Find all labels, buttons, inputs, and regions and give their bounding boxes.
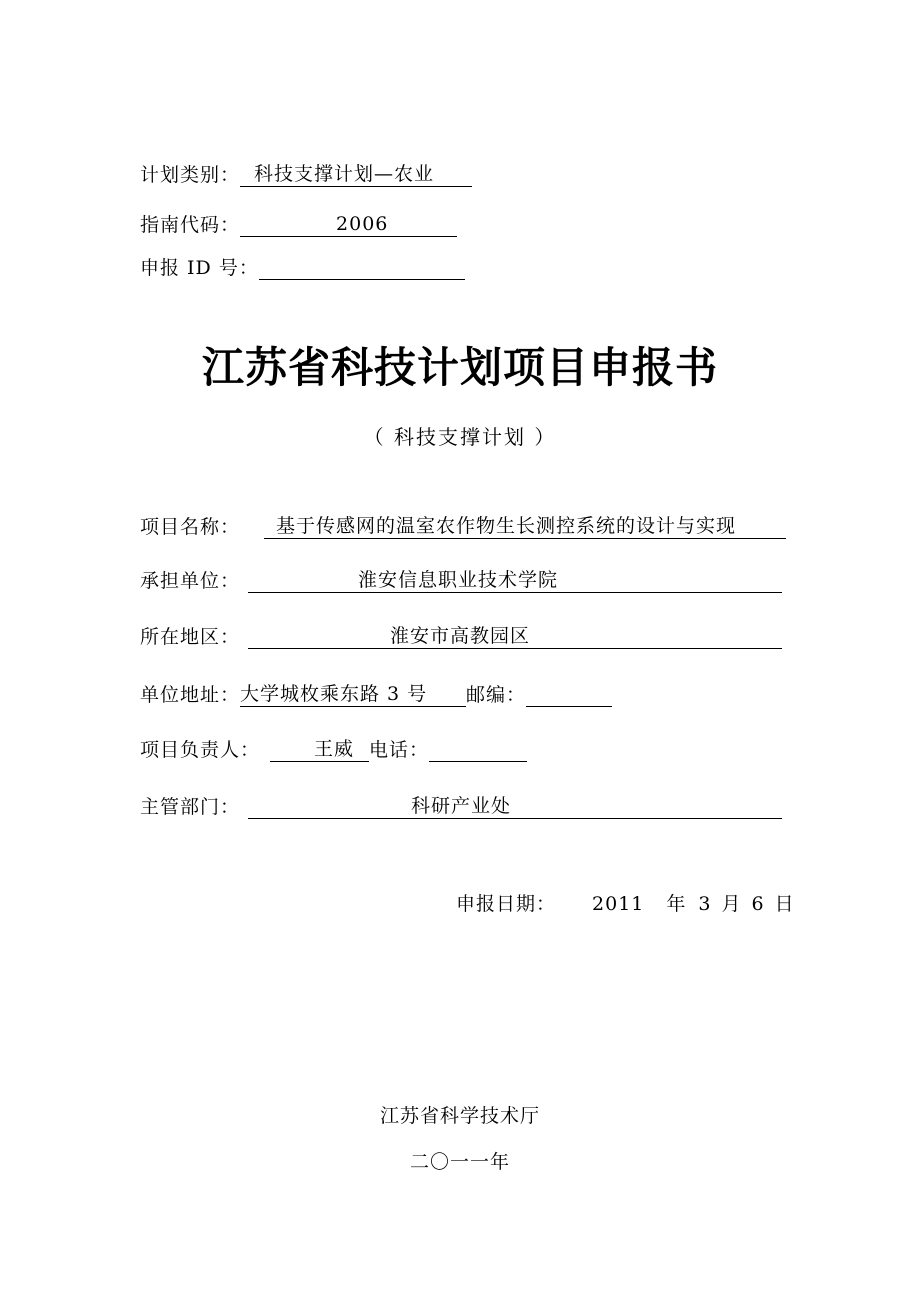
guide-code-value[interactable]: 2006 [240,213,457,237]
date-day-unit: 日 [774,893,795,915]
postcode-label: 邮编： [466,684,527,706]
date-day: 6 [751,893,765,915]
phone-label: 电话： [369,739,430,761]
footer-year: 二〇一一年 [409,1151,510,1173]
region-row [140,625,782,649]
page-subtitle: （ 科技支撑计划 ） [363,425,557,449]
department-value[interactable]: 科研产业处 [248,795,782,819]
guide-code-label: 指南代码： [140,214,241,236]
phone-value[interactable] [429,738,527,762]
guide-code-row [140,213,457,237]
project-name-label: 项目名称： [140,516,241,538]
plan-category-row [140,163,472,187]
date-year: 2011 [592,893,645,915]
address-value[interactable]: 大学城枚乘东路 3 号 [240,683,466,707]
region-value[interactable]: 淮安市高教园区 [248,625,782,649]
date-month: 3 [698,893,712,915]
undertaking-unit-value[interactable]: 淮安信息职业技术学院 [248,569,782,593]
project-name-row [140,515,786,539]
department-label: 主管部门： [140,796,241,818]
application-id-row [140,256,465,280]
department-row [140,795,782,819]
leader-row [140,738,527,762]
address-label: 单位地址： [140,684,241,706]
plan-category-value[interactable]: 科技支撑计划—农业 [240,163,472,187]
date-label: 申报日期： [456,893,557,915]
leader-label: 项目负责人： [140,739,261,761]
postcode-value[interactable] [526,683,612,707]
leader-value[interactable]: 王威 [270,738,369,762]
application-id-label: 申报 ID 号： [140,257,259,279]
address-row [140,683,612,707]
application-id-value[interactable] [259,256,465,280]
page-title: 江苏省科技计划项目申报书 [201,343,718,392]
date-month-unit: 月 [721,893,742,915]
plan-category-label: 计划类别： [140,164,241,186]
undertaking-unit-label: 承担单位： [140,570,241,592]
issuer: 江苏省科学技术厅 [379,1105,540,1127]
region-label: 所在地区： [140,626,241,648]
undertaking-unit-row [140,569,782,593]
project-name-value[interactable]: 基于传感网的温室农作物生长测控系统的设计与实现 [264,515,786,539]
application-date [456,892,795,916]
date-year-unit: 年 [666,893,687,915]
